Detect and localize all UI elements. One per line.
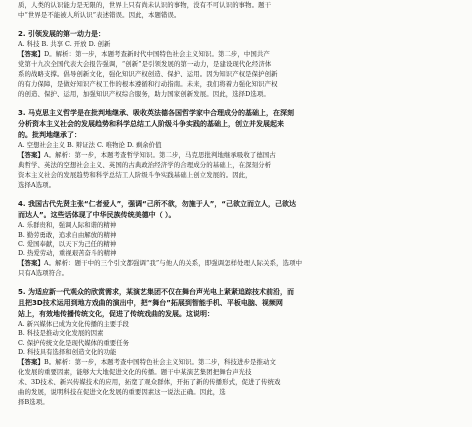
answer-label: 【答案】 xyxy=(18,151,44,160)
question-option: C. 爱国奉献，以天下为己任的精神 xyxy=(18,239,117,248)
question-title: 且把3D技术运用到地方戏曲的演出中，把“舞台”拓展到智能手机、平板电脑、视频网 xyxy=(18,299,283,308)
answer-text: A。解析：第一步，本题考查哲学知识。第二步，马克思批判地继承吸收了德国古 xyxy=(43,151,276,160)
answer-line: 择B选项。 xyxy=(18,398,49,407)
question-option: D. 热爱劳动，重视艰苦奋斗的精神 xyxy=(18,249,117,258)
question-title: 4. 我国古代先贤主张“仁者爱人”，强调“己所不欲，勿施于人”，“己欲立而立人，己欲达 xyxy=(18,200,296,209)
question-option: B. 勤劳勇敢，追求自由解放的精神 xyxy=(18,230,117,239)
question-title: 分析资本主义社会的发展趋势和科学总结工人阶级斗争实践的基础上，创立并发展起来 xyxy=(18,120,284,129)
answer-line: 典哲学、英法的空想社会主义、英国的古典政治经济学的合理成分的基础上，在深刻分析 xyxy=(18,161,272,170)
question-title: 5. 为适应新一代观众的欣赏需求，某演艺集团不仅在舞台声光电上紧紧追踪技术前沿，而 xyxy=(18,288,294,297)
answer-line xyxy=(18,150,460,160)
intro-text xyxy=(18,0,460,20)
answer-line: 只有A选项符合。 xyxy=(18,269,69,278)
question-option: A. 新兴媒体已成为文化传播的主要手段 xyxy=(18,320,129,329)
answer-text: A。解析：题干中的三个引文都强调“我”与他人的关系，即强调怎样处理人际关系，选项中 xyxy=(43,259,303,268)
answer-line: 党第十九次全国代表大会报告强调，“创新”是引领发展的第一动力，是建设现代化经济体 xyxy=(18,60,272,69)
question-options: A. 科技 B. 共享 C. 开放 D. 创新 xyxy=(18,40,111,48)
answer-text: D。解析：第一步，本题考查新时代中国特色社会主义知识。第二步，中国共产 xyxy=(43,50,270,59)
answer-line xyxy=(18,258,460,268)
answer-line: 系的战略支撑。倡导创新文化，强化知识产权创造、保护、运用。因为知识产权是保护创新 xyxy=(18,70,278,79)
answer-line: 曲的发展，说明科技在促进文化发展的重要因素这一说法正确。因此，选 xyxy=(18,388,226,397)
question-4 xyxy=(18,199,460,278)
question-option: B. 科技是推动文化发展的因素 xyxy=(18,329,104,338)
question-title: 3. 马克思主义哲学是在批判地继承、吸收英法德各国哲学家中合理成分的基础上，在深刻 xyxy=(18,109,294,118)
document-page xyxy=(12,0,460,427)
question-option: D. 科技具有选择和创造文化的功能 xyxy=(18,347,117,356)
question-3 xyxy=(18,108,460,190)
question-options: A. 空想社会主义 B. 辩证法 C. 唯物论 D. 剩余价值 xyxy=(18,141,162,150)
text-line: 质，人类的认识能力是无限的，世界上只有尚未认识的事物，没有不可认识的事物。题干 xyxy=(18,1,272,9)
question-2 xyxy=(18,29,460,99)
question-title: 站上，有效地传播传统文化，促进了传统戏曲的发展。这说明： xyxy=(18,310,214,319)
question-5 xyxy=(18,287,460,407)
answer-line xyxy=(18,357,460,367)
answer-line: 选择A选项。 xyxy=(18,181,56,190)
text-line: 中“世界是不能被人所认识”表述错误。因此，本题错误。 xyxy=(18,11,181,19)
question-title: 的。批判地继承了： xyxy=(18,131,81,140)
answer-text: B。解析：第一步，本题考查中国特色社会主义知识。第二步，科技进步是推动文 xyxy=(43,358,276,367)
question-option: A. 乐群贵和，强调人际和谐的精神 xyxy=(18,221,117,230)
answer-line: 化发展的重要因素，能够大大地促进文化的传播。题干中某演艺集团把舞台声光技 xyxy=(18,368,252,377)
question-title: 而达人”。这些话体现了中华民族传统美德中（ ）。 xyxy=(18,211,176,220)
answer-line: 术、3D技术、新兴传媒技术的应用，拓宽了观众群体，开拓了新的传播形式，促进了传统戏 xyxy=(18,378,281,387)
answer-label: 【答案】 xyxy=(18,50,44,59)
answer-line xyxy=(18,49,460,59)
question-option: C. 保护传统文化是现代媒体的重要任务 xyxy=(18,338,129,347)
question-title: 2. 引领发展的第一动力是： xyxy=(18,30,105,38)
answer-line: 的有力保障，是做好知识产权工作的根本遵循和行动指南。未来，我们将着力强化知识产权 xyxy=(18,80,278,89)
answer-line: 的创造、保护、运用，加强知识产权综合服务，助力国家创新发展。因此，选择D选项。 xyxy=(18,90,270,99)
answer-label: 【答案】 xyxy=(18,259,44,268)
answer-label: 【答案】 xyxy=(18,358,44,367)
answer-line: 资本主义社会的发展趋势和科学总结工人阶级斗争实践基础上创立发展的。因此， xyxy=(18,171,252,180)
